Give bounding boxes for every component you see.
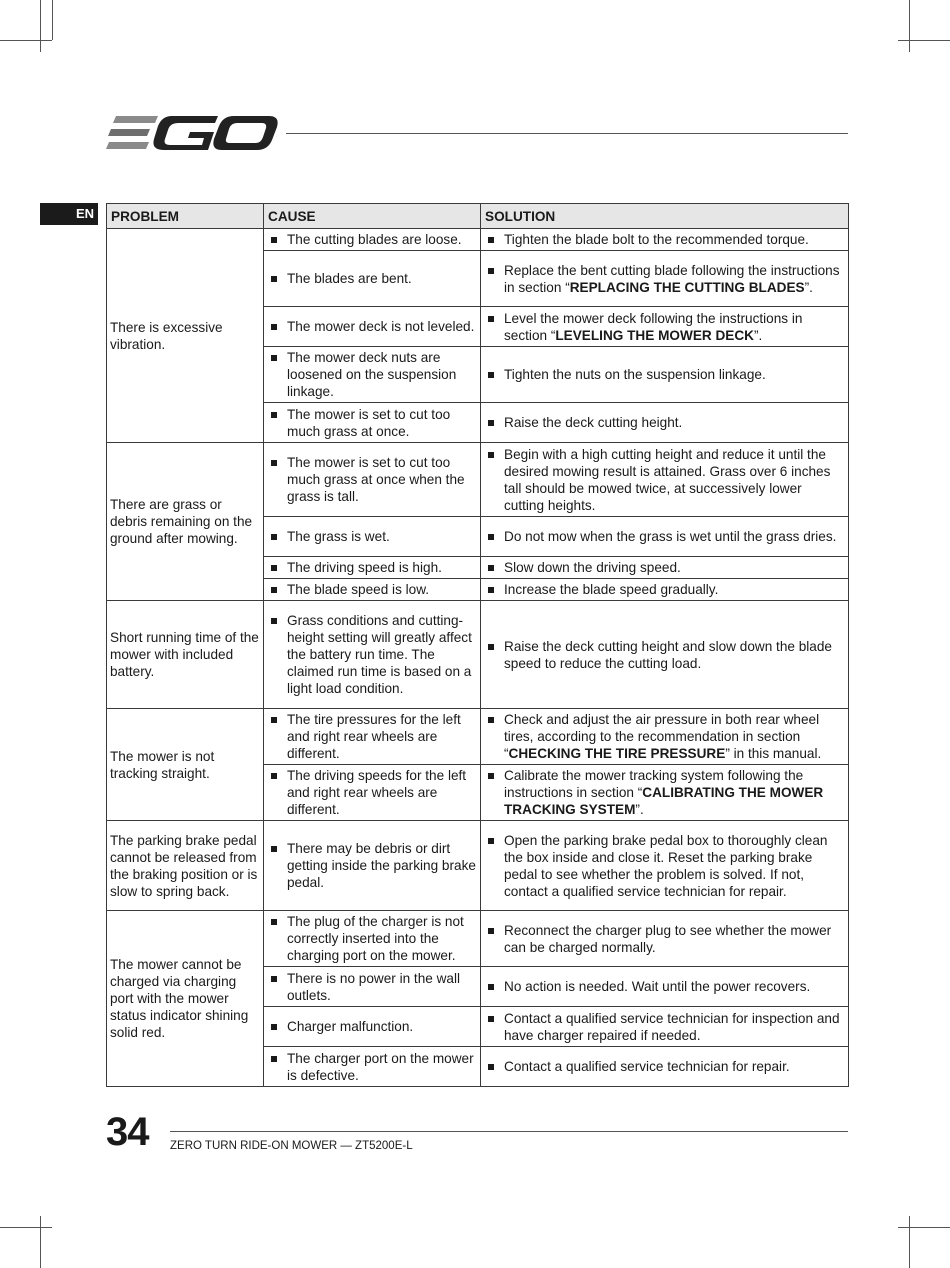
crop-mark (898, 40, 950, 41)
cause-cell (264, 557, 481, 579)
solution-cell (481, 821, 849, 911)
solution-text (484, 414, 845, 431)
solution-cell (481, 765, 849, 821)
ego-logo (106, 112, 278, 154)
cause-text: The driving speeds for the left and right rear wheels are different. (267, 767, 477, 818)
cause-cell (264, 765, 481, 821)
cause-text: The blades are bent. (267, 270, 477, 287)
solution-segment: ”. (804, 279, 813, 295)
problem-cell: The mower cannot be charged via charging port with the mower status indicator shining solid red. (107, 911, 264, 1087)
solution-segment: Check and adjust the air pressure in both rear wheel tires, according to the recommendation in section “ (504, 712, 820, 761)
solution-text (484, 366, 845, 383)
crop-mark (909, 1216, 910, 1268)
solution-segment: Open the parking brake pedal box to thoroughly clean the box inside and close it. Reset the parking brake pedal to see whether the problem is solved. If not, contact a qualified service technician for repair. (504, 832, 828, 899)
section-reference: REPLACING THE CUTTING BLADES (569, 279, 805, 295)
solution-cell (481, 443, 849, 517)
cause-text: The grass is wet. (267, 528, 477, 545)
solution-text (484, 922, 845, 956)
solution-text (484, 528, 845, 545)
solution-cell (481, 967, 849, 1007)
table-row (107, 443, 849, 517)
section-reference: CHECKING THE TIRE PRESSURE (508, 746, 726, 761)
solution-text (484, 711, 845, 762)
cause-cell (264, 307, 481, 347)
crop-mark (898, 1227, 950, 1228)
solution-segment: Slow down the driving speed. (504, 560, 681, 575)
cause-cell (264, 967, 481, 1007)
solution-cell (481, 1007, 849, 1047)
solution-cell (481, 601, 849, 709)
solution-text (484, 832, 845, 900)
crop-mark (52, 0, 53, 40)
solution-segment: No action is needed. Wait until the power recovers. (504, 979, 811, 994)
solution-text (484, 1010, 845, 1044)
section-reference: CALIBRATING THE MOWER TRACKING SYSTEM (504, 785, 824, 817)
crop-mark (40, 0, 41, 52)
solution-cell (481, 1047, 849, 1087)
cause-cell (264, 601, 481, 709)
footer-product: ZERO TURN RIDE-ON MOWER — ZT5200E-L (170, 1140, 413, 1152)
cause-cell (264, 1047, 481, 1087)
table-row (107, 911, 849, 967)
header-problem: PROBLEM (107, 204, 264, 229)
solution-segment: Do not mow when the grass is wet until the grass dries. (504, 529, 837, 544)
solution-segment: Raise the deck cutting height and slow down the blade speed to reduce the cutting load. (504, 638, 832, 671)
solution-cell (481, 709, 849, 765)
cause-cell (264, 403, 481, 443)
problem-cell: There is excessive vibration. (107, 229, 264, 443)
troubleshooting-table (106, 203, 849, 1087)
solution-segment: Raise the deck cutting height. (504, 415, 683, 430)
cause-text: The tire pressures for the left and right rear wheels are different. (267, 711, 477, 762)
header-rule (286, 133, 848, 134)
cause-text: There may be debris or dirt getting inside the parking brake pedal. (267, 840, 477, 891)
problem-cell: There are grass or debris remaining on the ground after mowing. (107, 443, 264, 601)
solution-segment: Tighten the blade bolt to the recommended torque. (504, 232, 809, 247)
table-header-row (107, 204, 849, 229)
table-row (107, 709, 849, 765)
solution-text (484, 231, 845, 248)
solution-cell (481, 229, 849, 251)
problem-cell: The parking brake pedal cannot be released from the braking position or is slow to spring back. (107, 821, 264, 911)
solution-cell (481, 307, 849, 347)
solution-cell (481, 403, 849, 443)
solution-text (484, 638, 845, 672)
solution-text (484, 262, 845, 296)
solution-segment: Begin with a high cutting height and reduce it until the desired mowing result is attained. Grass over 6 inches tall should be mowed twice, at successively lower cutting heights. (504, 446, 831, 513)
solution-cell (481, 579, 849, 601)
solution-segment: Increase the blade speed gradually. (504, 582, 719, 597)
solution-segment: ”. (754, 327, 763, 343)
crop-mark (40, 1216, 41, 1268)
cause-text: The mower deck is not leveled. (267, 318, 477, 335)
table-row (107, 229, 849, 251)
solution-segment: Calibrate the mower tracking system following the instructions in section “ (504, 768, 804, 800)
crop-mark (0, 1227, 52, 1228)
cause-cell (264, 251, 481, 307)
cause-text: The cutting blades are loose. (267, 231, 477, 248)
solution-text (484, 767, 845, 818)
footer-rule (170, 1131, 848, 1132)
header-cause: CAUSE (264, 204, 481, 229)
cause-text: The charger port on the mower is defective. (267, 1050, 477, 1084)
problem-cell: The mower is not tracking straight. (107, 709, 264, 821)
cause-cell (264, 709, 481, 765)
problem-cell: Short running time of the mower with included battery. (107, 601, 264, 709)
solution-segment: Tighten the nuts on the suspension linkage. (504, 367, 766, 382)
solution-text (484, 978, 845, 995)
cause-text: The mower is set to cut too much grass at once when the grass is tall. (267, 454, 477, 505)
cause-cell (264, 443, 481, 517)
solution-segment: Level the mower deck following the instructions in section “ (504, 310, 803, 343)
solution-cell (481, 347, 849, 403)
table-body (107, 229, 849, 1087)
solution-cell (481, 251, 849, 307)
solution-segment: Reconnect the charger plug to see whether the mower can be charged normally. (504, 922, 832, 955)
solution-segment: ” in this manual. (725, 746, 822, 761)
cause-text: There is no power in the wall outlets. (267, 970, 477, 1004)
cause-cell (264, 229, 481, 251)
solution-segment: Contact a qualified service technician for inspection and have charger repaired if needed. (504, 1010, 840, 1043)
cause-cell (264, 347, 481, 403)
cause-text: The driving speed is high. (267, 559, 477, 576)
solution-cell (481, 517, 849, 557)
page-number: 34 (106, 1110, 149, 1154)
cause-cell (264, 579, 481, 601)
header-solution: SOLUTION (481, 204, 849, 229)
table-row (107, 601, 849, 709)
cause-text: The plug of the charger is not correctly inserted into the charging port on the mower. (267, 913, 477, 964)
solution-cell (481, 557, 849, 579)
solution-segment: Contact a qualified service technician for repair. (504, 1059, 790, 1074)
table-row (107, 821, 849, 911)
solution-segment: Replace the bent cutting blade following the instructions in section “ (504, 262, 840, 295)
cause-text: The mower is set to cut too much grass at once. (267, 406, 477, 440)
cause-cell (264, 1007, 481, 1047)
solution-segment: ”. (635, 802, 644, 817)
cause-text: Charger malfunction. (267, 1018, 477, 1035)
cause-cell (264, 911, 481, 967)
crop-mark (0, 40, 52, 41)
cause-text: Grass conditions and cutting-height setting will greatly affect the battery run time. The claimed run time is based on a light load condition. (267, 612, 477, 697)
cause-text: The blade speed is low. (267, 581, 477, 598)
solution-text (484, 1058, 845, 1075)
solution-text (484, 310, 845, 344)
solution-text (484, 446, 845, 514)
cause-cell (264, 517, 481, 557)
solution-text (484, 581, 845, 598)
language-tab: EN (40, 203, 98, 225)
solution-cell (481, 911, 849, 967)
cause-text: The mower deck nuts are loosened on the suspension linkage. (267, 349, 477, 400)
cause-cell (264, 821, 481, 911)
solution-text (484, 559, 845, 576)
crop-mark (909, 0, 910, 52)
section-reference: LEVELING THE MOWER DECK (555, 327, 754, 343)
